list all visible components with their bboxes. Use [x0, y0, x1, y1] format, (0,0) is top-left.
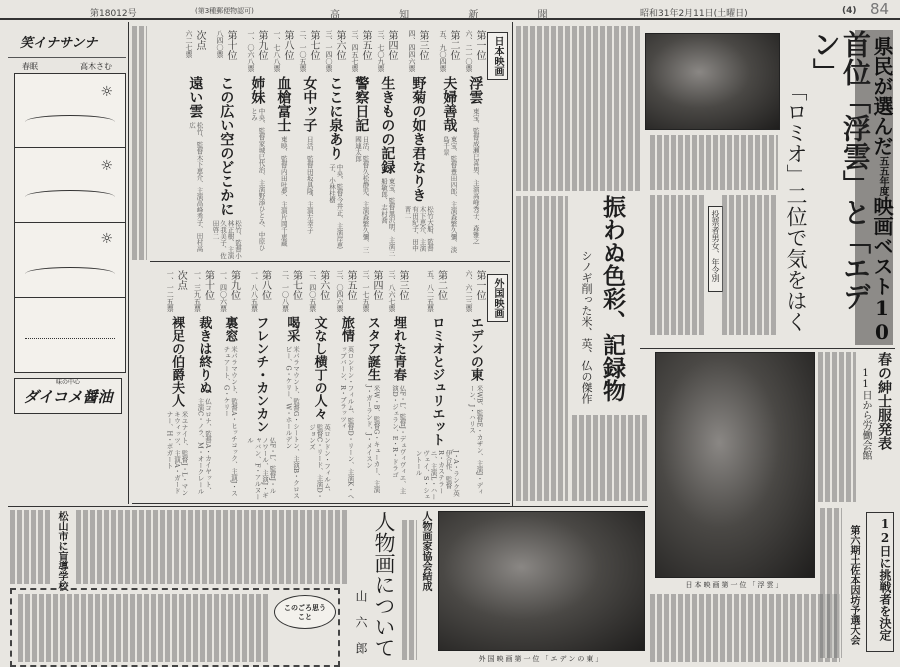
- vote-count: 一、三九五票: [193, 270, 202, 312]
- comic-panel-3: [14, 223, 126, 298]
- go-article-subtitle: 第六期土佐本因坊予選大会: [848, 525, 859, 645]
- article-body-text: [722, 195, 778, 335]
- rank-header: [309, 270, 329, 314]
- ranking-entry: [374, 30, 400, 258]
- rank-label: 第七位: [308, 30, 319, 60]
- film-title: 女中ッ子: [301, 76, 318, 132]
- rank-label: 第一位: [474, 270, 485, 300]
- vote-count: 六二七票: [185, 30, 193, 58]
- vote-count: 三、四五七票: [351, 30, 359, 72]
- rank-label: 第十位: [225, 30, 236, 60]
- painters-article-title: 人物画家協会結成: [420, 511, 431, 591]
- ranking-entry: [462, 30, 488, 258]
- sun-icon: ☼: [100, 158, 113, 174]
- article-body-text: [516, 196, 568, 501]
- rank-label: 第五位: [360, 30, 371, 60]
- rank-header: [362, 270, 382, 314]
- rank-header: [251, 270, 271, 314]
- ranking-entry: [348, 30, 374, 258]
- film-title: 遠い雲: [187, 76, 204, 118]
- vote-count: 六、六二三票: [465, 270, 473, 312]
- ranking-entry: [359, 270, 385, 502]
- rank-label: 第九位: [256, 30, 267, 60]
- rank-header: [194, 270, 214, 314]
- film-credits: 仏F・L、監督J・デュヴィヴィエ、主演D・ジェラン、E・R・ドラゴ: [391, 385, 407, 494]
- film-credits: 日活、監督久松静児、主演森繁久彌、三國連太郎: [354, 136, 370, 253]
- rank-label: 第八位: [259, 270, 271, 300]
- film-title: 喝采: [284, 316, 300, 342]
- rank-label: 第一位: [474, 30, 485, 60]
- ranking-entry: [322, 30, 348, 258]
- issue-date: 昭和31年2月11日(土曜日): [640, 9, 748, 19]
- rank-header: [465, 30, 485, 74]
- film-title: エデンの東: [467, 316, 483, 381]
- film-title: 旅情: [338, 316, 354, 342]
- rank-header: [388, 270, 408, 314]
- rank-header: [185, 30, 205, 74]
- rank-label: 第二位: [448, 30, 459, 60]
- column-title: このごろ思うこと: [274, 595, 336, 629]
- poll-table: [650, 195, 705, 335]
- comic-strip: [8, 24, 126, 376]
- comic-byline: [8, 58, 126, 73]
- rank-header: [216, 30, 236, 74]
- rank-header: [247, 30, 267, 74]
- article-body-text: [132, 26, 147, 260]
- film-credits: 米WB、監督E・カザン、主演J・ディーン、J・ハリス: [468, 385, 484, 495]
- film-credits: 英ロンドン・フィルム、監督D・リーン、主演K・ヘップバーン、R・ブラッツィ: [339, 346, 355, 500]
- rank-label: 第三位: [417, 30, 428, 60]
- vote-count: 一、七八八票: [273, 30, 281, 72]
- film-title: ここに泉あり: [327, 76, 344, 160]
- article-body-text: [516, 26, 641, 191]
- rank-header: [351, 30, 371, 74]
- ad-tagline: 味の中心: [55, 379, 80, 386]
- article-body-text: [818, 352, 856, 502]
- film-title: フレンチ・カンカン: [253, 316, 269, 433]
- film-title: 浮雲: [467, 76, 484, 104]
- article-body-text: [76, 510, 348, 584]
- headline-subtitle: 「ロミオ」二位で気をはく: [784, 80, 808, 332]
- sun-icon: ☼: [100, 231, 113, 247]
- film-credits: 日活、監督田坂具隆、主演左幸子: [305, 136, 314, 234]
- rank-header: [408, 30, 428, 74]
- film-credits: 松竹、監督木下恵介、主演高峰秀子、田村高広: [188, 122, 204, 252]
- headline-year: 五五年度: [877, 156, 888, 196]
- ranking-entry: [385, 270, 411, 502]
- rank-header: [377, 30, 397, 74]
- foreign-ranking-label: 外国映画: [487, 274, 508, 322]
- article-body-text: [650, 594, 840, 662]
- vote-count: 八四〇票: [216, 30, 224, 58]
- film-credits: 中央、監督家城巳代治、主演野添ひとみ、中原ひとみ: [250, 108, 266, 251]
- east-of-eden-caption: 外国映画第一位「エデンの東」: [478, 655, 605, 663]
- column-box: [10, 588, 340, 667]
- ranking-entry: [279, 270, 305, 502]
- article-body-text: [572, 415, 648, 501]
- film-credits: 米W・B、監督G・キューカー、主演J・ガーランド、J・メイスン: [365, 385, 381, 493]
- film-title: 野菊の如き君なりき: [410, 76, 427, 202]
- film-title: ロミオとジュリエット: [429, 316, 445, 446]
- rank-header: [325, 30, 345, 74]
- article-body-text: [18, 594, 268, 662]
- rank-label: 第二位: [435, 270, 447, 300]
- film-credits: 松竹大船、監督木下恵介、主演有田紀子、田中晋二: [403, 206, 434, 252]
- comic-series-title: 笑イナサンナ: [8, 24, 126, 58]
- ranking-entry: [243, 270, 279, 502]
- ranking-entry: [305, 270, 334, 502]
- ad-brand: ダイコメ醤油: [23, 388, 113, 406]
- portrait-article-title: 人物画について: [372, 511, 396, 658]
- japan-ranking-label: 日本映画: [487, 32, 508, 80]
- film-title: 裸足の伯爵夫人: [169, 316, 185, 407]
- film-credits: 東宝、監督成瀬巳喜男、主演高峰秀子、森雅之: [471, 108, 480, 245]
- foreign-ranking-table: [132, 266, 510, 504]
- rank-label: 第七位: [290, 270, 302, 300]
- vote-count: 一、四〇六票: [219, 270, 228, 312]
- vote-count: 五、八二五票: [426, 270, 435, 312]
- rank-header: [299, 30, 319, 74]
- vote-count: 三、〇四六票: [336, 270, 344, 312]
- film-credits: 米パラマウント、監督G・シートン、主演B・クロスビー、G・ケリー、W・ホールデン: [284, 346, 300, 499]
- rank-header: [427, 270, 447, 314]
- rank-header: [439, 30, 459, 74]
- rank-header: [220, 270, 240, 314]
- rank-header: [273, 30, 293, 74]
- east-of-eden-photo: [438, 511, 645, 651]
- headline-kicker-text: 県民が選んだ: [870, 36, 894, 156]
- comic-panel-1: [14, 73, 126, 148]
- article-body-text: [402, 520, 417, 660]
- vote-count: 一、八八五票: [250, 270, 259, 312]
- newspaper-header: [0, 0, 900, 20]
- film-title: 埋れた青春: [390, 316, 406, 381]
- vote-count: 三、一七五票: [362, 270, 370, 312]
- postal-notice: (第3種郵便物認可): [195, 7, 254, 15]
- ranking-entry: [162, 270, 191, 502]
- ranking-entry: [436, 30, 462, 258]
- portrait-article-author: 山 六 郎: [354, 590, 368, 654]
- film-credits: 東映、監督内田吐夢、主演片岡千恵蔵: [279, 136, 288, 247]
- issue-number: 第18012号: [90, 9, 137, 19]
- school-article-title: 松山市に盲導学校: [56, 511, 67, 591]
- rank-label: 第九位: [228, 270, 240, 300]
- ranking-entry: [400, 30, 436, 258]
- film-title: 生きものの記録: [379, 76, 396, 174]
- film-title: 警察日記: [353, 76, 370, 132]
- suit-article-title: 春の紳士服発表: [876, 352, 892, 450]
- rank-label: 次点: [194, 30, 205, 50]
- ranking-entry: [191, 270, 217, 502]
- comic-panel-2: [14, 148, 126, 223]
- film-title: 裁きは終りぬ: [196, 316, 212, 394]
- archive-number: 84: [870, 0, 890, 18]
- rank-label: 次点: [175, 270, 187, 290]
- rank-label: 第三位: [397, 270, 408, 300]
- headline-title: 首位「浮雲」と「エデン」: [809, 30, 872, 310]
- film-credits: 英ロンドン・フィルム、監督C・リード、主演D・ジョンズ: [308, 424, 331, 500]
- film-title: 夫婦善哉: [441, 76, 458, 132]
- ranking-entry: [333, 270, 359, 502]
- film-credits: 米パラマウント、監督A・ヒッチコック、主演J・スチュアート、G・ケリー: [222, 346, 238, 497]
- ukigumo-photo: [655, 352, 815, 578]
- vote-count: 二、一〇五票: [299, 30, 307, 72]
- rank-header: [465, 270, 485, 314]
- suit-article-subtitle: 11日から労働会館: [860, 368, 871, 460]
- vote-count: 一、一二五票: [166, 270, 175, 312]
- vote-count: 五、九〇四票: [439, 30, 447, 72]
- rank-label: 第四位: [371, 270, 382, 300]
- film-scene-photo: [645, 33, 780, 130]
- film-title: 姉妹: [249, 76, 266, 104]
- article-body-text: [650, 135, 778, 190]
- vote-count: 三、七〇九票: [377, 30, 385, 72]
- article-body-text: [10, 510, 50, 584]
- go-article-title: 12日に挑戦者を決定: [866, 512, 894, 652]
- vote-count: 四、四四六票: [408, 30, 416, 72]
- rank-header: [166, 270, 186, 314]
- comic-author: 高木さむ: [80, 62, 112, 71]
- sun-icon: ☼: [100, 84, 113, 100]
- film-credits: 米ユナイト、監督J・L・マンキウィッツ、主演A・ガードナー、H・ボガート: [165, 411, 189, 496]
- film-title: 血槍富士: [275, 76, 292, 132]
- comic-title: 春眠: [22, 62, 38, 71]
- ranking-entry: [208, 30, 244, 258]
- rank-label: 第五位: [345, 270, 356, 300]
- poll-box-title: 投票者男女、年令別: [708, 206, 723, 292]
- ranking-entry: [411, 270, 462, 502]
- film-credits: 松竹、監督小林正樹、主演久我美子、佐田啓二: [211, 220, 242, 259]
- article-body-text: [820, 508, 842, 658]
- rank-label: 第十位: [202, 270, 214, 300]
- rank-label: 第六位: [334, 30, 345, 60]
- rank-label: 第四位: [386, 30, 397, 60]
- film-title: この広い空のどこかに: [218, 76, 235, 216]
- rank-label: 第八位: [282, 30, 293, 60]
- soy-sauce-ad: [14, 378, 122, 414]
- page-number: (4): [842, 6, 857, 16]
- ranking-entry: [296, 30, 322, 258]
- film-credits: 仏F・L、監督J・ルノワール、主演J・ギャバン、F・アルヌール: [246, 437, 277, 501]
- film-credits: 仏コロナ、監督A・カイヤット、主演C・ノラ、M・オークレール: [196, 398, 212, 495]
- film-title: スタア誕生: [364, 316, 380, 381]
- film-credits: J・A・ランク英伊合作、監督R・カステラーニ、主演L・ハーヴェイ、S・シェントール: [414, 450, 460, 500]
- vote-count: 二、四〇五票: [308, 270, 317, 312]
- paper-name: 高 知 新 聞: [330, 10, 576, 21]
- ranking-entry: [462, 270, 488, 502]
- comic-panel-4: [14, 298, 126, 373]
- ranking-entry: [270, 30, 296, 258]
- rank-label: 第六位: [317, 270, 329, 300]
- film-title: 文なし横丁の人々: [311, 316, 327, 420]
- sub-article-subtitle: シノギ削った米、英、仏の傑作: [580, 250, 593, 404]
- sub-article-title: 振わぬ色彩、記録物: [599, 195, 626, 402]
- film-credits: 東宝、監督豊田四郎、主演森繁久彌、淡島千景: [442, 136, 458, 253]
- rank-header: [282, 270, 302, 314]
- rank-header: [336, 270, 356, 314]
- film-credits: 東宝、監督黒沢明、主演三船敏郎、志村喬: [380, 178, 396, 256]
- vote-count: 二、一〇八票: [281, 270, 290, 312]
- vote-count: 三、八六七票: [388, 270, 396, 312]
- vote-count: 三、一四〇票: [325, 30, 333, 72]
- vote-count: 一、〇六八票: [247, 30, 255, 72]
- ranking-entry: [217, 270, 243, 502]
- vote-count: 六、二一〇票: [465, 30, 473, 72]
- ukigumo-caption: 日本映画第一位「浮雲」: [685, 581, 785, 589]
- japan-ranking-table: [150, 26, 510, 262]
- ranking-entry: [182, 30, 208, 258]
- film-credits: 中央、監督今井正、主演岸恵子、小林桂樹: [328, 164, 344, 249]
- film-title: 裏窓: [222, 316, 238, 342]
- headline-kicker-tail: 映画ベスト10: [870, 196, 894, 344]
- ranking-entry: [244, 30, 270, 258]
